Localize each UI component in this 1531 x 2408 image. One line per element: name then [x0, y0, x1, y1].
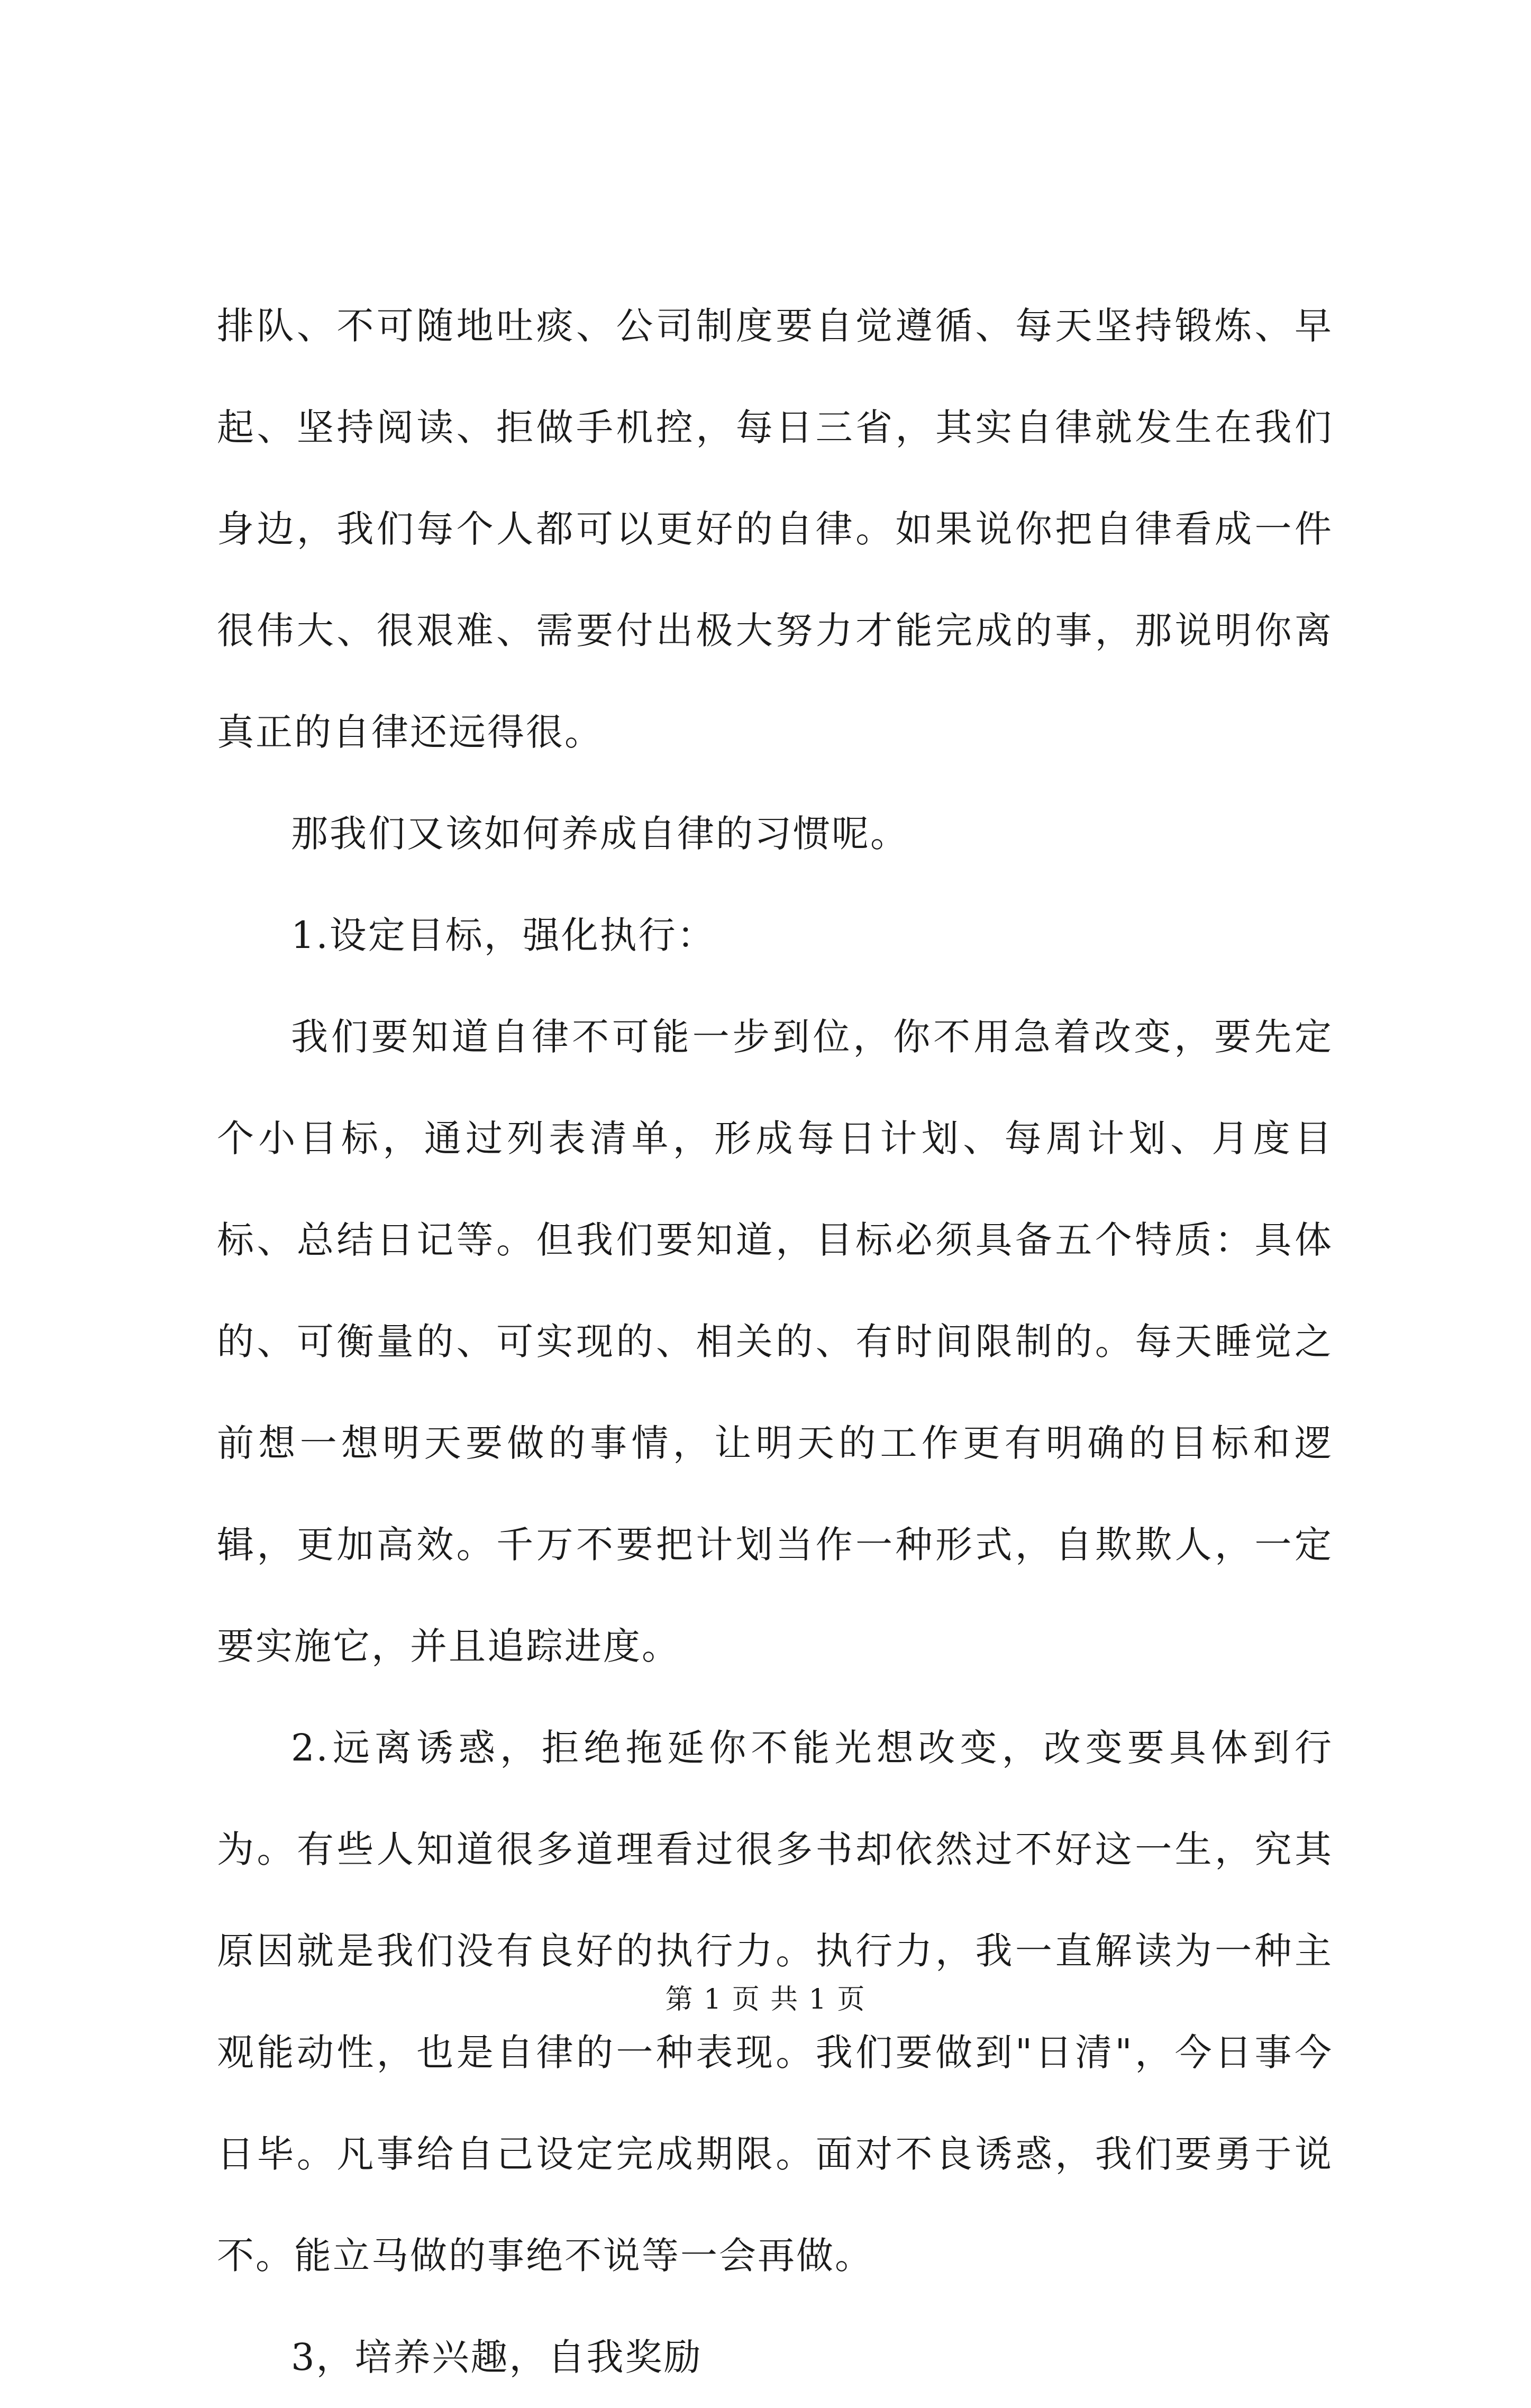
paragraph-question: 那我们又该如何养成自律的习惯呢。: [291, 812, 909, 855]
heading-point-1: 1.设定目标，强化执行：: [291, 914, 716, 957]
page-number-footer: 第 1 页 共 1 页: [665, 1984, 866, 2015]
paragraph-point-2: 2.远离诱惑，拒绝拖延你不能光想改变，改变要具体到行为。有些人知道很多道理看过很多书却依然过不好这一生，究其原因就是我们没有良好的执行力。执行力，我一直解读为一种主观能动性，也是自律的一种表现。我们要做到"日清"，今日事今日毕。凡事给自己设定完成期限。面对不良诱惑，我们要勇于说不。能立马做的事绝不说等一会再做。: [217, 1726, 1333, 2277]
paragraph-continuation: 排队、不可随地吐痰、公司制度要自觉遵循、每天坚持锻炼、早起、坚持阅读、拒做手机控，每日三省，其实自律就发生在我们身边，我们每个人都可以更好的自律。如果说你把自律看成一件很伟大、很艰难、需要付出极大努力才能完成的事，那说明你离真正的自律还远得很。: [217, 304, 1333, 754]
paragraph-point-1: 我们要知道自律不可能一步到位，你不用急着改变，要先定个小目标，通过列表清单，形成每日计划、每周计划、月度目标、总结日记等。但我们要知道，目标必须具备五个特质：具体的、可衡量的、可实现的、相关的、有时间限制的。每天睡觉之前想一想明天要做的事情，让明天的工作更有明确的目标和逻辑，更加高效。千万不要把计划当作一种形式，自欺欺人，一定要实施它，并且追踪进度。: [217, 1015, 1333, 1668]
document-body: [217, 275, 1333, 2408]
heading-point-3: 3，培养兴趣，自我奖励: [291, 2336, 703, 2379]
